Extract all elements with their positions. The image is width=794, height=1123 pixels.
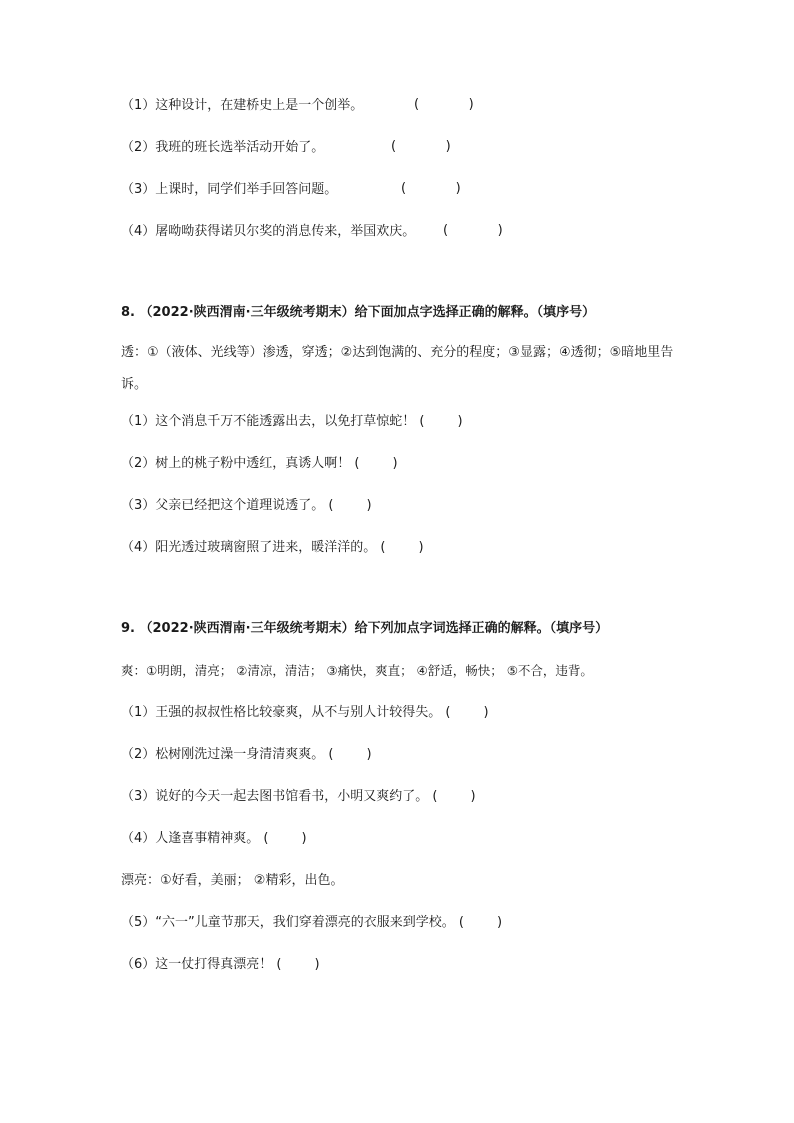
q7-item-4-answer-blank[interactable]: ( ) bbox=[443, 223, 503, 238]
q7-item-2-answer-blank[interactable]: ( ) bbox=[391, 139, 451, 154]
q9-item-5 bbox=[121, 914, 502, 932]
q8-item-1-text: （1）这个消息千万不能透露出去，以免打草惊蛇！ bbox=[121, 414, 416, 429]
q9-item-6-answer-blank[interactable]: ( ) bbox=[276, 957, 320, 972]
q8-item-2-answer-blank[interactable]: ( ) bbox=[354, 456, 398, 471]
q8-item-3-text: （3）父亲已经把这个道理说透了。 bbox=[121, 498, 325, 513]
q8-item-2-text: （2）树上的桃子粉中透红，真诱人啊！ bbox=[121, 456, 351, 471]
q8-item-4 bbox=[121, 539, 424, 557]
q9-definition-piaoliang: 漂亮：①好看，美丽； ②精彩，出色。 bbox=[121, 873, 344, 888]
q8-item-4-text: （4）阳光透过玻璃窗照了进来，暖洋洋的。 bbox=[121, 540, 377, 555]
q8-item-2 bbox=[121, 455, 398, 473]
q7-item-3-answer-blank[interactable]: ( ) bbox=[401, 181, 461, 196]
q9-item-2 bbox=[121, 746, 372, 764]
q8-title: 8. （2022·陕西渭南·三年级统考期末）给下面加点字选择正确的解释。（填序号） bbox=[121, 305, 596, 320]
q9-item-1 bbox=[121, 704, 489, 722]
q7-item-1 bbox=[121, 97, 363, 115]
q9-item-4-answer-blank[interactable]: ( ) bbox=[263, 831, 307, 846]
q7-item-2-text: （2）我班的班长选举活动开始了。 bbox=[121, 140, 325, 155]
q9-title: 9. （2022·陕西渭南·三年级统考期末）给下列加点字词选择正确的解释。（填序号） bbox=[121, 621, 609, 636]
q9-item-4-text: （4）人逢喜事精神爽。 bbox=[121, 831, 260, 846]
q9-item-3-text: （3）说好的今天一起去图书馆看书，小明又爽约了。 bbox=[121, 789, 429, 804]
q7-item-3 bbox=[121, 181, 337, 199]
q7-item-2 bbox=[121, 139, 324, 157]
q9-item-1-text: （1）王强的叔叔性格比较豪爽，从不与别人计较得失。 bbox=[121, 705, 442, 720]
q9-item-3-answer-blank[interactable]: ( ) bbox=[432, 789, 476, 804]
q9-item-6-text: （6）这一仗打得真漂亮！ bbox=[121, 957, 273, 972]
q9-definition-shuang: 爽：①明朗，清亮； ②清凉，清洁； ③痛快，爽直； ④舒适，畅快； ⑤不合，违背。 bbox=[121, 663, 593, 678]
q8-definition: 透：①（液体、光线等）渗透，穿透；②达到饱满的、充分的程度；③显露；④透彻；⑤暗地里告诉。 bbox=[121, 345, 674, 392]
q9-item-3 bbox=[121, 788, 476, 806]
q9-item-5-answer-blank[interactable]: ( ) bbox=[458, 915, 503, 930]
q8-item-1 bbox=[121, 413, 463, 431]
q9-item-6 bbox=[121, 956, 320, 974]
q8-item-3-answer-blank[interactable]: ( ) bbox=[328, 498, 372, 513]
q7-item-3-text: （3）上课时，同学们举手回答问题。 bbox=[121, 182, 338, 197]
q7-item-1-text: （1）这种设计，在建桥史上是一个创举。 bbox=[121, 98, 364, 113]
q9-item-1-answer-blank[interactable]: ( ) bbox=[445, 705, 489, 720]
q8-item-4-answer-blank[interactable]: ( ) bbox=[380, 540, 424, 555]
q8-item-1-answer-blank[interactable]: ( ) bbox=[419, 414, 463, 429]
q7-item-4 bbox=[121, 223, 415, 241]
q9-item-5-text: （5）“六一”儿童节那天，我们穿着漂亮的衣服来到学校。 bbox=[121, 915, 455, 930]
q9-item-4 bbox=[121, 830, 307, 848]
q9-item-2-answer-blank[interactable]: ( ) bbox=[328, 747, 372, 762]
q8-item-3 bbox=[121, 497, 372, 515]
q7-item-4-text: （4）屠呦呦获得诺贝尔奖的消息传来，举国欢庆。 bbox=[121, 224, 416, 239]
q9-item-2-text: （2）松树刚洗过澡一身清清爽爽。 bbox=[121, 747, 325, 762]
q7-item-1-answer-blank[interactable]: ( ) bbox=[414, 97, 474, 112]
